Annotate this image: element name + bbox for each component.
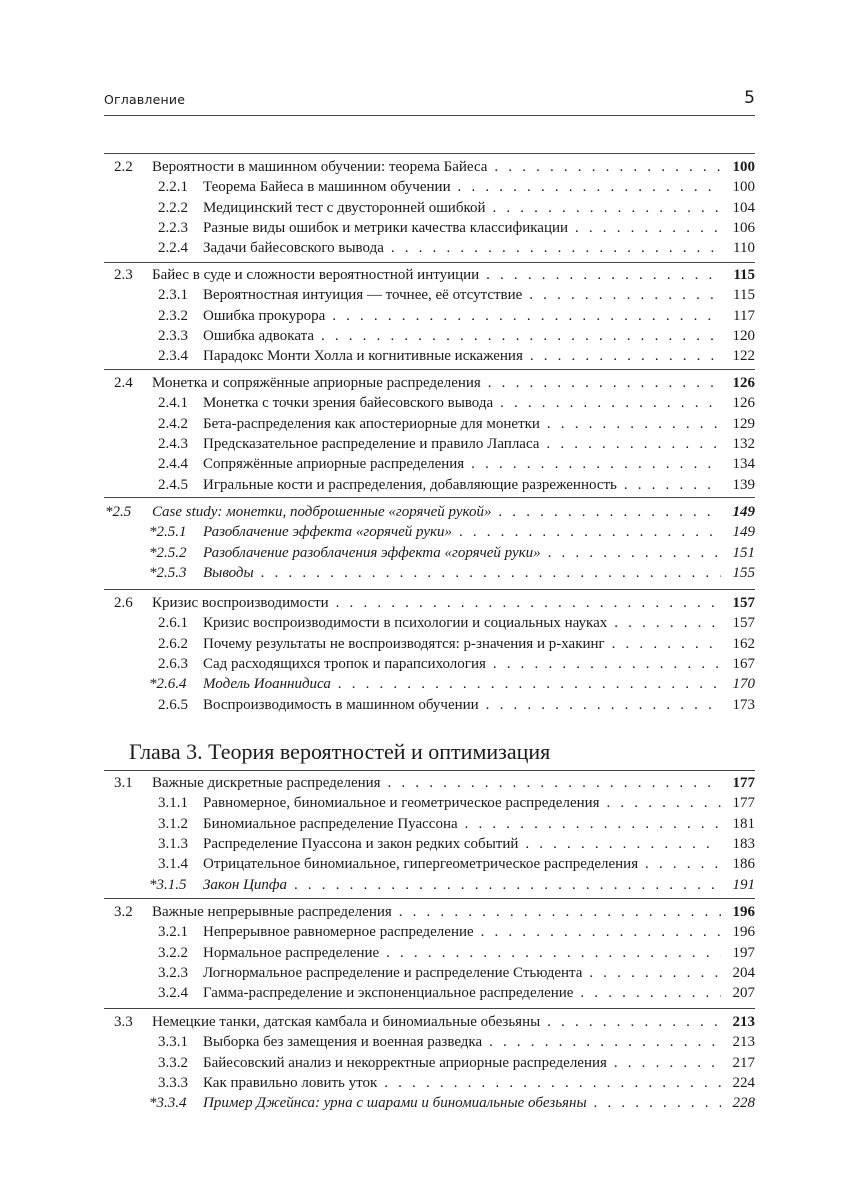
toc-section-entry[interactable] [104,502,755,522]
toc-entry-page: 181 [729,814,756,834]
toc-entry-title-leader [203,793,721,813]
toc-entry-page: 170 [729,674,756,694]
toc-entry-number: 2.4.3 [158,435,188,452]
toc-entry-title-leader [203,218,721,238]
toc-entry-title: Гамма-распределение и экспоненциальное распределение [203,985,574,1002]
toc-entry-page: 126 [729,373,756,393]
section-rule [104,153,755,154]
toc-entry-title: Распределение Пуассона и закон редких событий [203,835,519,852]
toc-subsection-entry[interactable] [104,634,755,654]
toc-subsection-entry[interactable] [104,793,755,813]
toc-entry-number: *3.3.4 [149,1095,187,1112]
toc-subsection-entry[interactable] [104,198,755,218]
toc-entry-number: 2.2.3 [158,219,188,236]
toc-entry-number: 2.6.5 [158,696,188,713]
toc-entry-title-leader [203,522,721,542]
toc-subsection-entry[interactable] [104,983,755,1003]
toc-entry-title-leader [203,613,721,633]
toc-subsection-entry[interactable] [104,543,755,563]
toc-entry-title-leader [203,674,721,694]
toc-entry-page: 134 [729,454,756,474]
toc-entry-page: 126 [729,393,756,413]
toc-subsection-entry[interactable] [104,238,755,258]
toc-entry-title: Кризис воспроизводимости в психологии и социальных науках [203,615,608,632]
toc-entry-number: 2.3.1 [158,287,188,304]
toc-entry-title: Ошибка адвоката [203,327,315,344]
toc-entry-page: 186 [729,854,756,874]
toc-entry-title-leader [203,306,721,326]
toc-entry-number: *3.1.5 [149,876,187,893]
toc-entry-page: 100 [729,177,756,197]
toc-entry-title-leader [152,373,721,393]
toc-entry-title: Предсказательное распределение и правило Лапласа [203,435,540,452]
toc-entry-number: *2.5.1 [149,524,187,541]
toc-subsection-entry[interactable] [104,613,755,633]
toc-entry-title-leader [152,1012,721,1032]
toc-entry-number: 3.2.3 [158,964,188,981]
toc-entry-number: 2.4.2 [158,415,188,432]
toc-entry-title: Монетка и сопряжённые априорные распределения [152,375,481,391]
toc-entry-title: Биномиальное распределение Пуассона [203,815,458,832]
toc-entry-title: Сад расходящихся тропок и парапсихология [203,655,486,672]
toc-entry-title-leader [203,983,721,1003]
toc-entry-title: Важные непрерывные распределения [152,904,392,920]
toc-entry-title-leader [203,1093,721,1113]
toc-entry-number: *2.5 [105,504,132,520]
toc-subsection-entry[interactable] [104,563,755,583]
toc-entry-title-leader [152,773,721,793]
toc-section-entry[interactable] [104,773,755,793]
toc-entry-title: Вероятности в машинном обучении: теорема Байеса [152,159,488,175]
toc-subsection-entry[interactable] [104,695,755,715]
toc-entry-page: 191 [729,875,756,895]
toc-entry-title-leader [203,943,721,963]
toc-entry-page: 183 [729,834,756,854]
toc-entry-title-leader [203,414,721,434]
toc-entry-number: 2.6 [114,595,133,611]
toc-entry-page: 224 [729,1073,756,1093]
toc-entry-page: 110 [729,238,755,258]
toc-subsection-entry[interactable] [104,218,755,238]
toc-entry-title-leader [203,654,721,674]
toc-section-entry[interactable] [104,593,755,613]
toc-entry-number: 3.2 [114,904,133,920]
toc-subsection-entry[interactable] [104,454,755,474]
toc-subsection-entry[interactable] [104,875,755,895]
toc-entry-number: 3.2.1 [158,924,188,941]
toc-entry-title: Непрерывное равномерное распределение [203,924,474,941]
toc-entry-title: Ошибка прокурора [203,307,326,324]
toc-subsection-entry[interactable] [104,1093,755,1113]
toc-subsection-entry[interactable] [104,393,755,413]
toc-entry-title-leader [203,1053,721,1073]
toc-entry-page: 196 [729,922,756,942]
toc-entry-number: 2.3.4 [158,348,188,365]
toc-entry-title-leader [203,875,721,895]
toc-entry-title-leader [203,393,721,413]
toc-entry-number: 3.1.1 [158,795,188,812]
toc-entry-page: 149 [729,522,756,542]
toc-entry-page: 155 [729,563,756,583]
toc-entry-page: 204 [729,963,756,983]
toc-entry-page: 162 [729,634,756,654]
toc-entry-title: Теорема Байеса в машинном обучении [203,179,451,196]
toc-subsection-entry[interactable] [104,654,755,674]
page-number: 5 [744,88,755,108]
toc-entry-page: 139 [729,475,756,495]
toc-entry-number: *2.5.2 [149,544,187,561]
toc-entry-title-leader [203,563,721,583]
toc-entry-number: 2.2 [114,159,133,175]
toc-entry-title: Выводы [203,564,254,581]
toc-entry-page: 157 [729,593,756,613]
toc-subsection-entry[interactable] [104,285,755,305]
toc-entry-title: Байесовский анализ и некорректные априорные распределения [203,1054,607,1071]
toc-subsection-entry[interactable] [104,922,755,942]
toc-entry-title-leader [203,326,721,346]
toc-entry-number: 2.6.3 [158,655,188,672]
toc-entry-page: 177 [729,793,756,813]
section-rule [104,589,755,590]
toc-entry-number: 2.4.4 [158,456,188,473]
toc-entry-page: 120 [729,326,756,346]
chapter-heading: Глава 3. Теория вероятностей и оптимизация [129,739,551,764]
toc-entry-title: Разные виды ошибок и метрики качества классификации [203,219,569,236]
toc-subsection-entry[interactable] [104,1032,755,1052]
toc-entry-title: Разоблачение эффекта «горячей руки» [203,524,453,541]
toc-entry-number: 2.6.2 [158,635,188,652]
toc-entry-title: Задачи байесовского вывода [203,240,384,257]
toc-entry-number: 3.2.4 [158,985,188,1002]
toc-subsection-entry[interactable] [104,522,755,542]
toc-section-entry[interactable] [104,265,755,285]
toc-entry-title-leader [152,157,721,177]
toc-section-entry[interactable] [104,373,755,393]
toc-entry-number: 2.2.1 [158,179,188,196]
toc-entry-page: 213 [729,1032,756,1052]
toc-entry-title: Бета-распределения как апостериорные для монетки [203,415,540,432]
section-rule [104,497,755,498]
toc-entry-title: Выборка без замещения и военная разведка [203,1034,483,1051]
toc-entry-title: Воспроизводимость в машинном обучении [203,696,479,713]
toc-entry-title: Отрицательное биномиальное, гипергеометрическое распределения [203,856,639,873]
toc-entry-page: 149 [729,502,756,522]
toc-entry-number: *2.5.3 [149,564,187,581]
toc-entry-number: 2.6.1 [158,615,188,632]
toc-subsection-entry[interactable] [104,306,755,326]
toc-entry-title-leader [203,634,721,654]
toc-entry-title: Игральные кости и распределения, добавляющие разреженность [203,476,617,493]
toc-entry-number: 2.4.1 [158,395,188,412]
toc-entry-page: 122 [729,346,756,366]
toc-entry-title-leader [203,198,721,218]
toc-entry-title-leader [203,922,721,942]
section-rule [104,262,755,263]
toc-entry-title-leader [152,902,721,922]
toc-subsection-entry[interactable] [104,414,755,434]
toc-entry-title-leader [203,1032,721,1052]
toc-entry-page: 173 [729,695,756,715]
toc-entry-number: 2.3.3 [158,327,188,344]
section-rule [104,898,755,899]
toc-entry-number: 3.3.2 [158,1054,188,1071]
toc-entry-number: *2.6.4 [149,676,187,693]
toc-entry-number: 2.2.4 [158,240,188,257]
toc-entry-page: 197 [729,943,756,963]
toc-entry-title: Важные дискретные распределения [152,775,381,791]
running-head [104,90,755,110]
toc-entry-title: Закон Ципфа [203,876,288,893]
section-rule [104,369,755,370]
toc-entry-title: Логнормальное распределение и распределение Стьюдента [203,964,583,981]
toc-entry-title-leader [203,854,721,874]
toc-entry-page: 157 [729,613,756,633]
toc-subsection-entry[interactable] [104,834,755,854]
toc-entry-title-leader [203,475,721,495]
toc-entry-title-leader [152,265,721,285]
toc-entry-title-leader [203,814,721,834]
toc-entry-title: Вероятностная интуиция — точнее, её отсутствие [203,287,523,304]
toc-entry-number: 3.2.2 [158,944,188,961]
toc-entry-title-leader [203,454,721,474]
toc-entry-number: 3.3.3 [158,1074,188,1091]
toc-section-entry[interactable] [104,157,755,177]
toc-entry-page: 117 [729,306,755,326]
toc-entry-title: Нормальное распределение [203,944,380,961]
toc-entry-page: 207 [729,983,756,1003]
toc-entry-page: 106 [729,218,756,238]
toc-entry-title-leader [203,543,721,563]
toc-entry-title: Равномерное, биномиальное и геометрическое распределения [203,795,600,812]
toc-entry-page: 167 [729,654,756,674]
toc-entry-number: 3.3 [114,1014,133,1030]
toc-entry-number: 3.1.2 [158,815,188,832]
toc-entry-title-leader [203,1073,721,1093]
toc-entry-title-leader [203,834,721,854]
toc-subsection-entry[interactable] [104,1073,755,1093]
toc-entry-number: 3.1.3 [158,835,188,852]
toc-entry-title-leader [203,285,721,305]
toc-subsection-entry[interactable] [104,177,755,197]
toc-entry-page: 129 [729,414,756,434]
toc-entry-number: 3.1 [114,775,133,791]
toc-entry-title-leader [203,695,721,715]
toc-entry-title-leader [203,434,721,454]
toc-entry-title: Немецкие танки, датская камбала и биномиальные обезьяны [152,1014,541,1030]
toc-entry-title-leader [152,593,721,613]
toc-subsection-entry[interactable] [104,1053,755,1073]
toc-entry-number: 2.2.2 [158,199,188,216]
toc-entry-title: Почему результаты не воспроизводятся: p-значения и p-хакинг [203,635,605,652]
toc-entry-page: 115 [729,285,755,305]
toc-entry-title: Разоблачение разоблачения эффекта «горячей руки» [203,544,541,561]
toc-entry-title-leader [203,238,721,258]
toc-entry-title-leader [203,177,721,197]
toc-entry-page: 100 [729,157,756,177]
toc-entry-title: Монетка с точки зрения байесовского вывода [203,395,494,412]
toc-entry-number: 2.4.5 [158,476,188,493]
toc-subsection-entry[interactable] [104,326,755,346]
toc-section-entry[interactable] [104,902,755,922]
toc-entry-title: Сопряжённые априорные распределения [203,456,465,473]
toc-entry-title-leader [203,346,721,366]
toc-entry-title-leader [203,963,721,983]
toc-entry-page: 177 [729,773,756,793]
toc-entry-title: Медицинский тест с двусторонней ошибкой [203,199,486,216]
toc-entry-page: 213 [729,1012,756,1032]
section-rule [104,770,755,771]
toc-entry-title: Как правильно ловить уток [203,1074,378,1091]
toc-entry-number: 3.1.4 [158,856,188,873]
toc-subsection-entry[interactable] [104,674,755,694]
toc-entry-number: 3.3.1 [158,1034,188,1051]
toc-entry-page: 196 [729,902,756,922]
toc-subsection-entry[interactable] [104,475,755,495]
toc-section-entry[interactable] [104,1012,755,1032]
toc-entry-number: 2.3 [114,267,133,283]
toc-entry-number: 2.4 [114,375,133,391]
header-rule [104,115,755,116]
toc-entry-title: Модель Иоаннидиса [203,676,331,693]
toc-subsection-entry[interactable] [104,814,755,834]
running-title: Оглавление [104,92,186,107]
toc-entry-page: 104 [729,198,756,218]
toc-entry-title: Парадокс Монти Холла и когнитивные искажения [203,348,523,365]
toc-entry-title: Байес в суде и сложности вероятностной интуиции [152,267,480,283]
toc-entry-page: 217 [729,1053,756,1073]
toc-entry-page: 151 [729,543,756,563]
toc-entry-number: 2.3.2 [158,307,188,324]
toc-entry-page: 132 [729,434,756,454]
toc-subsection-entry[interactable] [104,346,755,366]
toc-entry-title-leader [152,502,721,522]
toc-entry-title: Case study: монетки, подброшенные «горячей рукой» [152,504,492,520]
toc-entry-page: 228 [729,1093,756,1113]
toc-entry-title: Пример Джейнса: урна с шарами и биномиальные обезьяны [203,1095,587,1112]
toc-subsection-entry[interactable] [104,943,755,963]
toc-subsection-entry[interactable] [104,854,755,874]
section-rule [104,1008,755,1009]
toc-entry-page: 115 [729,265,755,285]
toc-subsection-entry[interactable] [104,963,755,983]
toc-subsection-entry[interactable] [104,434,755,454]
toc-entry-title: Кризис воспроизводимости [152,595,329,611]
